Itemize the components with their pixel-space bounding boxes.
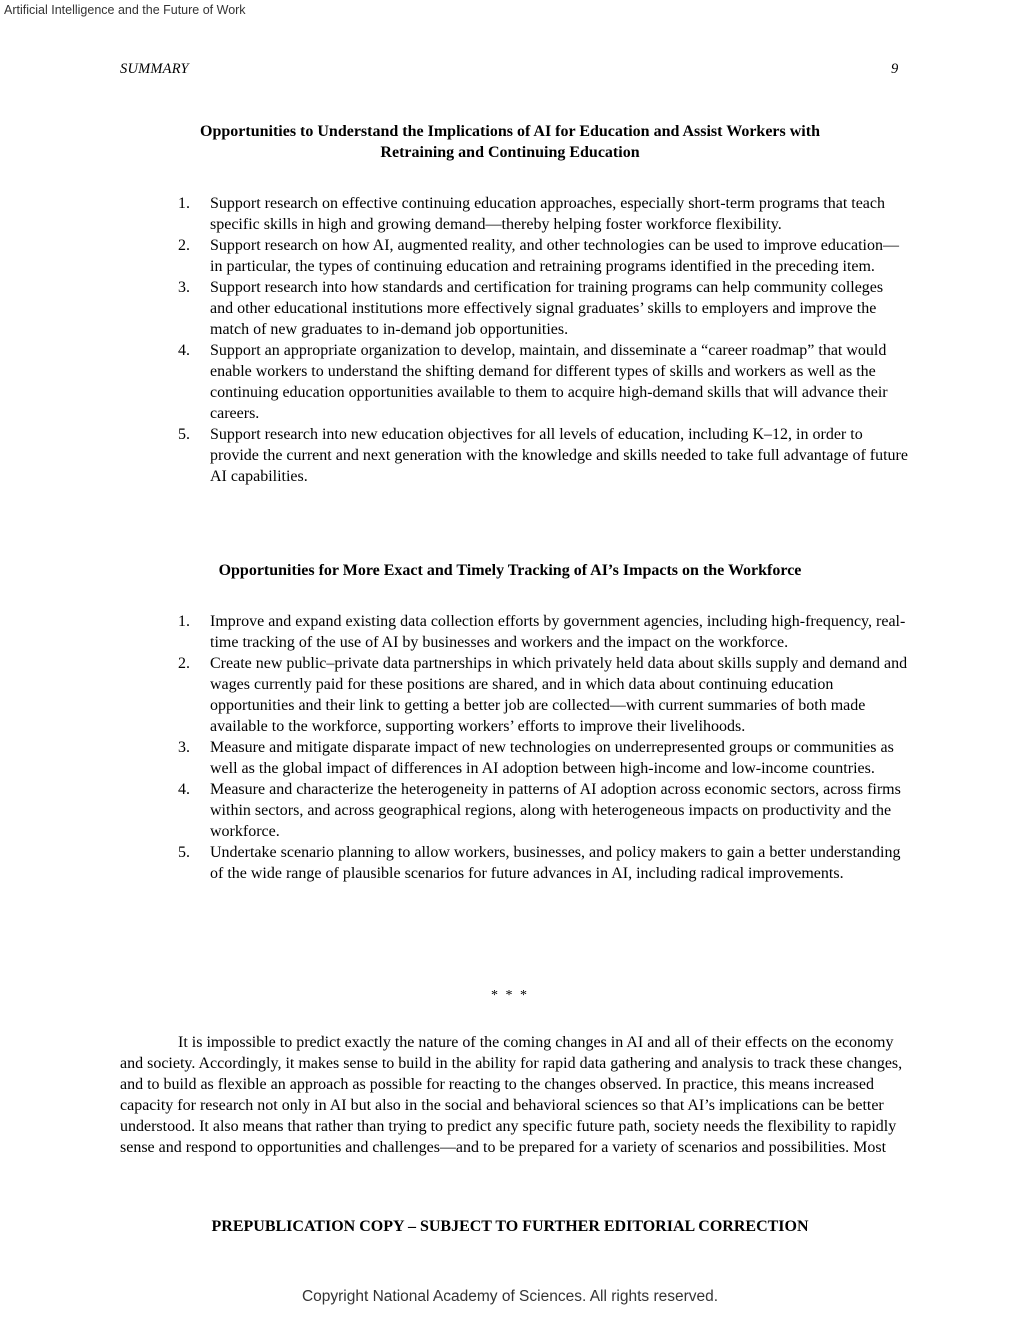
list-item — [178, 235, 908, 277]
tracking-recommendations-list — [178, 611, 908, 884]
document-title: Artificial Intelligence and the Future of Work — [4, 3, 246, 17]
list-item-number: 5. — [178, 426, 190, 443]
list-item-number: 2. — [178, 655, 190, 672]
list-item — [178, 842, 908, 884]
list-item-text: Measure and characterize the heterogeneity in patterns of AI adoption across economic sectors, across firms within sectors, and across geographical regions, along with heterogeneous impacts on productivity and the workforce. — [210, 781, 901, 840]
list-item-number: 3. — [178, 279, 190, 296]
list-item-text: Create new public–private data partnerships in which privately held data about skills supply and demand and wages currently paid for these positions are shared, and in which data about continuing education opportunities and their link to getting a better job are collected—with current summaries of both made available to the workforce, supporting workers’ efforts to improve their livelihoods. — [210, 655, 908, 735]
list-item — [178, 277, 908, 340]
list-item — [178, 611, 908, 653]
body-paragraph: It is impossible to predict exactly the nature of the coming changes in AI and all of their effects on the economy and society. Accordingly, it makes sense to build in the ability for rapid data gathering and analysis to track these changes, and to build as flexible an approach as possible for reacting to the changes observed. In practice, this means increased capacity for research not only in AI but also in the social and behavioral sciences so that AI’s implications can be better understood. It also means that rather than trying to predict any specific future path, society needs the flexibility to rapidly sense and respond to opportunities and challenges—and to be prepared for a variety of scenarios and possibilities. Most — [120, 1034, 903, 1156]
section-heading-tracking — [120, 560, 900, 581]
list-item-text: Support research into how standards and certification for training programs can help community colleges and other educational institutions more effectively signal graduates’ skills to employers and improve the match of new graduates to in-demand job opportunities. — [210, 279, 884, 338]
list-item-text: Support research on effective continuing education approaches, especially short-term programs that teach specific skills in high and growing demand—thereby helping foster workforce flexibility. — [210, 195, 886, 233]
section-heading-line: Retraining and Continuing Education — [380, 144, 640, 161]
list-item-number: 4. — [178, 781, 190, 798]
list-item-text: Support an appropriate organization to develop, maintain, and disseminate a “career roadmap” that would enable workers to understand the shifting demand for different types of skills and workers as well as the continuing education opportunities available to them to acquire high-demand skills that will advance their careers. — [210, 342, 888, 422]
list-item-number: 1. — [178, 613, 190, 630]
list-item — [178, 340, 908, 424]
list-item-number: 3. — [178, 739, 190, 756]
section-heading-line: Opportunities for More Exact and Timely Tracking of AI’s Impacts on the Workforce — [218, 562, 802, 579]
list-item-number: 5. — [178, 844, 190, 861]
prepublication-notice: PREPUBLICATION COPY – SUBJECT TO FURTHER EDITORIAL CORRECTION — [211, 1218, 809, 1235]
section-separator: * * * — [491, 988, 529, 1003]
list-item-text: Improve and expand existing data collection efforts by government agencies, including high-frequency, real-time tracking of the use of AI by businesses and workers and the impact on the workforce. — [210, 613, 906, 651]
running-head: SUMMARY — [120, 61, 189, 77]
list-item-text: Measure and mitigate disparate impact of new technologies on underrepresented groups or communities as well as the global impact of differences in AI adoption between high-income and low-income countries. — [210, 739, 894, 777]
list-item — [178, 424, 908, 487]
copyright-notice: Copyright National Academy of Sciences. All rights reserved. — [301, 1288, 719, 1305]
page-number: 9 — [891, 61, 899, 77]
list-item — [178, 779, 908, 842]
list-item-text: Support research into new education objectives for all levels of education, including K–12, in order to provide the current and next generation with the knowledge and skills needed to take full advantage of future AI capabilities. — [210, 426, 908, 485]
list-item — [178, 193, 908, 235]
list-item — [178, 737, 908, 779]
list-item — [178, 653, 908, 737]
education-recommendations-list — [178, 193, 908, 487]
list-item-number: 4. — [178, 342, 190, 359]
list-item-number: 2. — [178, 237, 190, 254]
section-heading-education — [120, 121, 900, 163]
list-item-number: 1. — [178, 195, 190, 212]
list-item-text: Undertake scenario planning to allow workers, businesses, and policy makers to gain a better understanding of the wide range of plausible scenarios for future advances in AI, including radical improvements. — [210, 844, 901, 882]
list-item-text: Support research on how AI, augmented reality, and other technologies can be used to improve education—in particular, the types of continuing education and retraining programs identified in the preceding item. — [210, 237, 899, 275]
section-heading-line: Opportunities to Understand the Implications of AI for Education and Assist Workers with — [200, 123, 820, 140]
